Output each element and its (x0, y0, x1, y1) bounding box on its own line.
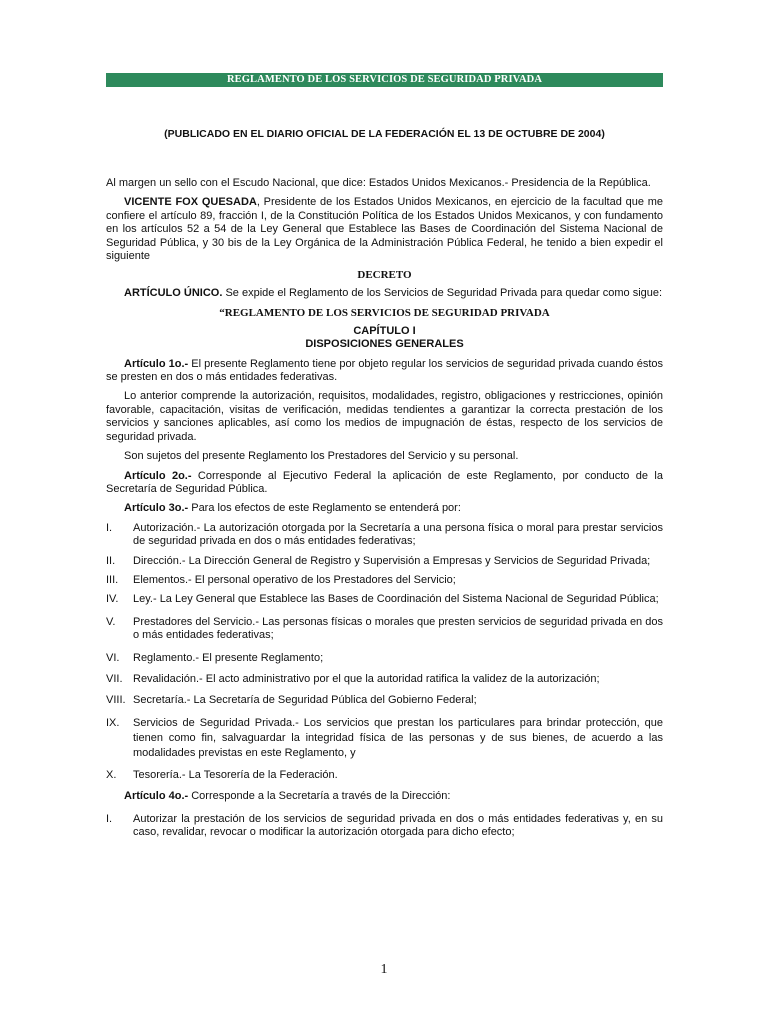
president-paragraph (106, 196, 663, 263)
document-title-banner: REGLAMENTO DE LOS SERVICIOS DE SEGURIDAD PRIVADA (106, 73, 663, 87)
article-2-label: Artículo 2o.- (124, 469, 192, 482)
list-item (106, 769, 663, 782)
margin-seal-paragraph: Al margen un sello con el Escudo Nacional, que dice: Estados Unidos Mexicanos.- Presidencia de la República. (106, 177, 651, 189)
page-number: 1 (380, 962, 388, 977)
article-4-label: Artículo 4o.- (124, 790, 189, 803)
decreto-heading: DECRETO (357, 269, 412, 282)
list-item-number: I. (106, 521, 113, 534)
articulo-unico-label: ARTÍCULO ÚNICO. (124, 287, 223, 300)
article-3-paragraph (106, 502, 663, 515)
list-item-text: Reglamento.- El presente Reglamento; (133, 651, 324, 664)
article-1-paragraph (106, 358, 663, 385)
list-item-text: Autorización.- La autorización otorgada por la Secretaría a una persona física o moral para prestar servicios de seguridad privada en dos o más entidades federativas; (133, 521, 663, 548)
article-1-label: Artículo 1o.- (124, 357, 189, 370)
list-item-number: IX. (106, 716, 120, 729)
chapter-number: CAPÍTULO I (353, 324, 416, 337)
list-item (106, 652, 663, 665)
president-text: , Presidente de los Estados Unidos Mexicanos, en ejercicio de la facultad que me confiere el artículo 89, fracción I, de la Constitución Política de los Estados Unidos Mexicanos, y con fundamento en los artículos 52 a 54 de la Ley General que Establece las Bases de Coordinación del Sistema Nacional de Seguridad Pública, y 30 bis de la Ley Orgánica de la Administración Pública Federal, he tenido a bien expedir el siguiente (106, 196, 663, 263)
list-item-number: VIII. (106, 694, 126, 707)
article-2-paragraph (106, 470, 663, 497)
publication-note: (PUBLICADO EN EL DIARIO OFICIAL DE LA FEDERACIÓN EL 13 DE OCTUBRE DE 2004) (164, 128, 605, 140)
article-3-text: Para los efectos de este Reglamento se entenderá por: (188, 502, 461, 515)
article-1-paragraph-3: Son sujetos del presente Reglamento los Prestadores del Servicio y su personal. (124, 450, 519, 463)
list-item (106, 616, 663, 643)
article-2-text: Corresponde al Ejecutivo Federal la aplicación de este Reglamento, por conducto de la Secretaría de Seguridad Pública. (106, 469, 663, 495)
list-item (106, 555, 663, 568)
article-1-text: El presente Reglamento tiene por objeto regular los servicios de seguridad privada cuando éstos se presten en dos o más entidades federativas. (106, 357, 663, 384)
list-item-number: II. (106, 554, 116, 567)
article-1-paragraph-2: Lo anterior comprende la autorización, requisitos, modalidades, registro, obligaciones y restricciones, opinión favorable, capacitación, visitas de verificación, medidas tendientes a garantizar la correcta prestación de los servicios y sanciones aplicables, así como los medios de impugnación de éstas, respecto de los servicios de seguridad privada. (106, 390, 663, 443)
list-item-text: Ley.- La Ley General que Establece las Bases de Coordinación del Sistema Nacional de Seguridad Pública; (133, 593, 659, 606)
articulo-unico-paragraph (106, 287, 663, 300)
list-item (106, 593, 663, 606)
article-4-text: Corresponde a la Secretaría a través de la Dirección: (188, 790, 451, 803)
list-item-text: Elementos.- El personal operativo de los Prestadores del Servicio; (133, 573, 456, 586)
list-item (106, 673, 663, 686)
list-item-number: III. (106, 573, 119, 586)
list-item-text: Secretaría.- La Secretaría de Seguridad Pública del Gobierno Federal; (133, 694, 477, 707)
president-name: VICENTE FOX QUESADA (124, 196, 257, 209)
list-item-number: I. (106, 812, 113, 825)
list-item-number: VII. (106, 672, 123, 685)
list-item (106, 694, 663, 707)
list-item-text: Tesorería.- La Tesorería de la Federación. (133, 768, 338, 781)
list-item-text: Prestadores del Servicio.- Las personas físicas o morales que presten servicios de seguridad privada en dos o más entidades federativas; (133, 615, 663, 642)
list-item (106, 716, 663, 761)
article-4-paragraph (106, 790, 663, 803)
list-item-number: VI. (106, 651, 120, 664)
document-page (106, 73, 663, 839)
list-item-text: Dirección.- La Dirección General de Registro y Supervisión a Empresas y Servicios de Seguridad Privada; (133, 554, 651, 567)
articulo-unico-text: Se expide el Reglamento de los Servicios de Seguridad Privada para quedar como sigue: (222, 287, 663, 300)
article-3-label: Artículo 3o.- (124, 502, 189, 515)
list-item (106, 574, 663, 587)
list-item-number: IV. (106, 593, 119, 606)
list-item-text: Servicios de Seguridad Privada.- Los servicios que prestan los particulares para brindar protección, que tienen como fin, salvaguardar la integridad física de las personas y de sus bienes, de acuerdo a las modalidades previstas en este Reglamento, y (133, 716, 663, 759)
list-item-number: X. (106, 768, 117, 781)
list-item-text: Revalidación.- El acto administrativo por el que la autoridad ratifica la validez de la autorización; (133, 672, 600, 685)
list-item (106, 813, 663, 840)
list-item-text: Autorizar la prestación de los servicios de seguridad privada en dos o más entidades federativas y, en su caso, revalidar, revocar o modificar la autorización otorgada para dicho efecto; (133, 812, 663, 838)
list-item-number: V. (106, 615, 116, 628)
chapter-title: DISPOSICIONES GENERALES (305, 338, 464, 351)
list-item (106, 522, 663, 549)
reglamento-title: “REGLAMENTO DE LOS SERVICIOS DE SEGURIDAD PRIVADA (219, 306, 550, 319)
